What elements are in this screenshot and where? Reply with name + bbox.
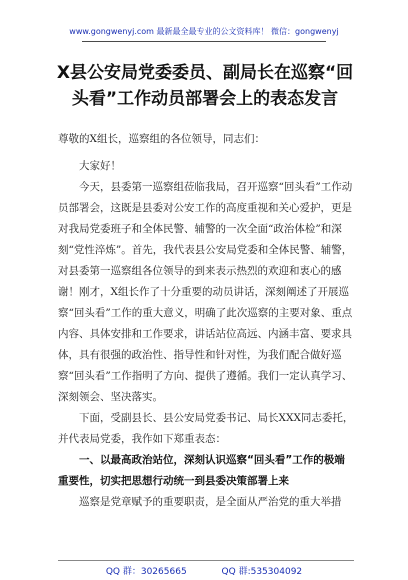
paragraph-section-1: 巡察是党章赋予的重要职责，是全面从严治党的重大举措 [79, 496, 342, 508]
page-header [0, 0, 408, 42]
footer-divider [58, 560, 354, 561]
header-divider [82, 41, 326, 42]
paragraph-opening: 今天，县委第一巡察组莅临我局，召开巡察“回头看”工作动员部署会，这既是县委对公安工作的高度重视和关心爱护，更是对我局党委班子和全体民警、辅警的一次全面“政治体检”和深刻“党性淬炼”。首先，我代表县公安局党委和全体民警、辅警，对县委第一巡察组各位领导的到来表示热烈的欢迎和衷心的感谢！刚才，X组长作了十分重要的动员讲话，深刻阐述了开展巡察“回头看”工作的重大意义，明确了此次巡察的主要对象、重点内容、具体安排和工作要求，讲话站位高远、内涵丰富、要求具体，具有很强的政治性、指导性和针对性，为我们配合做好巡察“回头看”工作指明了方向、提供了遵循。我们一定认真学习、深刻领会、坚决落实。 [58, 181, 353, 403]
greeting: 大家好！ [79, 160, 121, 172]
footer-qq-group-1: QQ 群：30265665 [105, 567, 187, 577]
paragraph-statement-intro: 下面，受副县长、县公安局党委书记、局长XXX同志委托，并代表局党委，我作如下郑重表态： [58, 412, 354, 445]
salutation: 尊敬的X组长，巡察组的各位领导，同志们： [58, 133, 265, 145]
document-title: X县公安局党委委员、副局长在巡察“回头看”工作动员部署会上的表态发言 [56, 63, 354, 109]
header-website-text: www.gongwenyj.com 最新最全最专业的公文资料库！ 微信：gongwenyj [69, 27, 339, 36]
page-footer [0, 564, 408, 577]
document-body [58, 129, 354, 513]
section-heading-1: 一、以最高政治站位，深刻认识巡察“回头看”工作的极端重要性，切实把思想行动统一到县委决策部署上来 [58, 454, 345, 487]
footer-qq-group-2: QQ 群:535304092 [221, 567, 303, 577]
